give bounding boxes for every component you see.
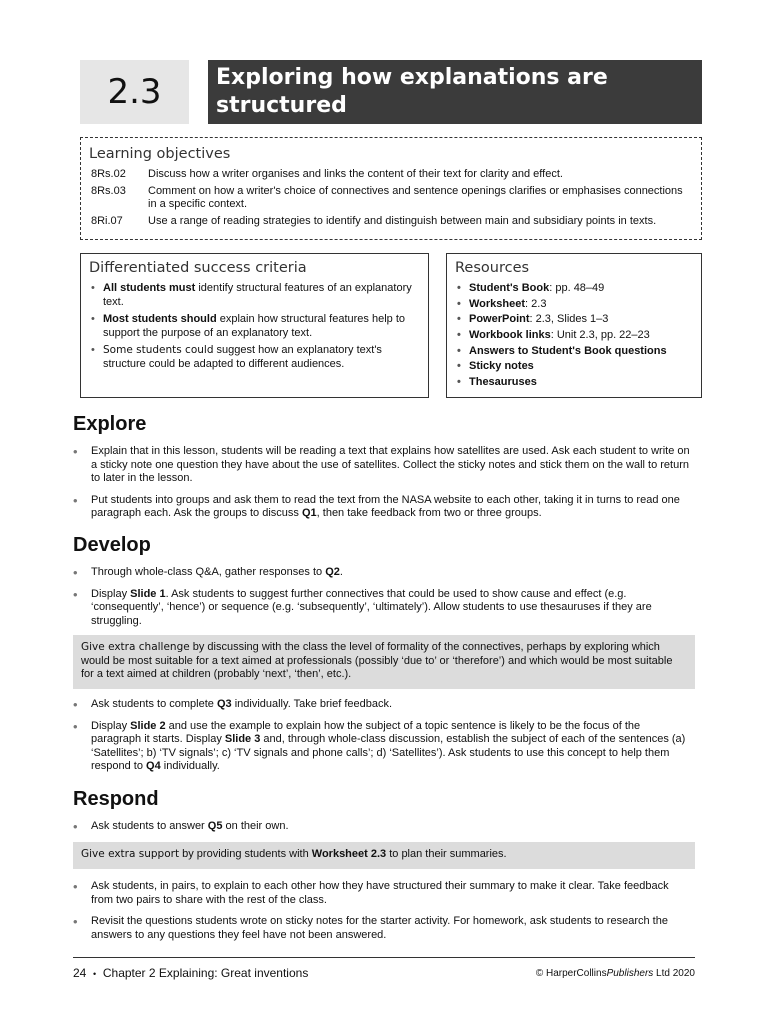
resource-item xyxy=(455,376,693,390)
list-item: • Through whole-class Q&A, gather responses to Q2. xyxy=(73,566,693,580)
resource-detail: : 2.3 xyxy=(525,297,547,310)
objective-text: Comment on how a writer's choice of connectives and sentence openings clarifies or emphasises connections in a specific context. xyxy=(148,184,683,210)
explore-list xyxy=(73,445,693,529)
slide-ref: Slide 2 xyxy=(130,719,166,732)
question-ref: Q5 xyxy=(207,820,223,832)
challenge-text: by discussing with the class the level of formality of the connectives, perhaps by exploring which would be most suitable for a text aimed at professionals (possibly ‘due to’ or ‘therefore’) and which would be most suitable for a text aimed at children (probably ‘next’, ‘then’, etc.). xyxy=(81,641,673,680)
resource-label: PowerPoint xyxy=(469,313,530,326)
respond-heading: Respond xyxy=(73,788,159,810)
objective-row xyxy=(89,185,691,212)
criteria-text: explain how structural features help to support the purpose of an explanatory text. xyxy=(103,313,405,339)
list-item: • Ask students, in pairs, to explain to each other how they have structured their summary to make it clear. Take feedback from two pairs to share with the rest of the class. xyxy=(73,880,693,907)
objective-row xyxy=(89,215,691,229)
extra-support-panel: Give extra support by providing students with Worksheet 2.3 to plan their summaries. xyxy=(73,842,695,869)
challenge-lead: Give extra challenge xyxy=(81,641,190,653)
explore-heading: Explore xyxy=(73,413,147,435)
list-item: • Put students into groups and ask them to read the text from the NASA website to each other, taking it in turns to read one paragraph each. Ask the groups to discuss Q1, then take feedback from two or three groups. xyxy=(73,494,693,521)
list-item xyxy=(89,313,420,340)
develop-list-2 xyxy=(73,698,693,782)
list-item: • Ask students to complete Q3 individually. Take brief feedback. xyxy=(73,698,693,712)
criteria-text: identify structural features of an explanatory text. xyxy=(103,282,412,308)
footer-copyright: © HarperCollinsPublishers Ltd 2020 xyxy=(535,968,695,979)
extra-challenge-panel xyxy=(73,635,695,689)
resource-item xyxy=(455,298,693,312)
slide-ref: Slide 1 xyxy=(130,587,166,600)
criteria-lead: Most students should xyxy=(103,313,217,325)
resource-item xyxy=(455,282,693,296)
resources-heading: Resources xyxy=(455,260,530,276)
list-item: • Explain that in this lesson, students will be reading a text that explains how satellites are used. Ask each student to write on a sticky note one question they have about the use of satellites. Collect the sticky notes and stick them on the wall to return to later in the lesson. xyxy=(73,445,693,486)
objective-code: 8Rs.02 xyxy=(91,168,126,180)
slide-ref: Slide 3 xyxy=(224,733,261,745)
resources-list xyxy=(455,282,693,390)
list-item xyxy=(89,344,420,371)
list-item: • Display Slide 2 and use the example to explain how the subject of a topic sentence is likely to be the focus of the paragraph it starts. Display Slide 3 and, through whole-class discussion, establish the subject of each of the sentences (a) ‘Satellites’; b) ‘TV signals’; c) ‘TV signals and phone calls’; d) ‘Satellites’). Ask students to use this concept to help them respond to Q4 individually. xyxy=(73,720,693,774)
learning-objectives-box xyxy=(80,137,702,240)
resource-detail: : 2.3, Slides 1–3 xyxy=(529,313,609,326)
footer-divider xyxy=(73,957,695,958)
criteria-lead: All students must xyxy=(103,282,196,294)
question-ref: Q4 xyxy=(146,760,161,772)
objective-row xyxy=(89,168,691,182)
lesson-number: 2.3 xyxy=(80,60,189,124)
question-ref: Q1 xyxy=(301,507,317,519)
learning-objectives-heading: Learning objectives xyxy=(89,146,231,162)
resource-label: Thesauruses xyxy=(469,376,537,389)
success-criteria-list xyxy=(89,282,420,371)
resource-detail: : pp. 48–49 xyxy=(549,282,605,294)
objective-code: 8Rs.03 xyxy=(91,184,126,197)
support-lead: Give extra support xyxy=(81,848,180,860)
criteria-text: suggest how an explanatory text's structure could be adapted to different audiences. xyxy=(103,344,382,370)
objective-text: Use a range of reading strategies to identify and distinguish between main and subsidiary points in texts. xyxy=(148,214,657,227)
footer-chapter: 24 • Chapter 2 Explaining: Great inventions xyxy=(73,966,309,980)
success-criteria-box xyxy=(80,253,429,398)
list-item: • Ask students to answer Q5 on their own. xyxy=(73,820,693,834)
resource-detail: : Unit 2.3, pp. 22–23 xyxy=(550,329,650,342)
resource-item xyxy=(455,313,693,327)
respond-list-2 xyxy=(73,880,693,950)
list-item: • Display Slide 1. Ask students to suggest further connectives that could be used to show cause and effect (e.g. ‘consequently’, ‘hence’) or sequence (e.g. ‘subsequently’, ‘ultimately’). Allow students to use thesauruses if they are struggling. xyxy=(73,588,693,629)
respond-list xyxy=(73,820,693,842)
resource-label: Answers to Student's Book questions xyxy=(469,344,667,357)
resource-item xyxy=(455,360,693,374)
resource-item xyxy=(455,329,693,343)
resources-box xyxy=(446,253,702,398)
page-number: 24 xyxy=(73,966,87,980)
list-item: • Revisit the questions students wrote on sticky notes for the starter activity. For homework, ask students to research the answers to any questions they feel have not been answered. xyxy=(73,915,693,942)
success-criteria-heading: Differentiated success criteria xyxy=(89,260,307,276)
resource-label: Student's Book xyxy=(469,282,550,294)
resource-label: Worksheet xyxy=(469,297,526,310)
criteria-lead: Some students could xyxy=(103,344,214,356)
question-ref: Q3 xyxy=(216,698,232,710)
resource-item xyxy=(455,345,693,359)
question-ref: Q2 xyxy=(325,566,340,578)
develop-heading: Develop xyxy=(73,534,151,556)
chapter-title: Chapter 2 Explaining: Great inventions xyxy=(102,966,309,980)
worksheet-ref: Worksheet 2.3 xyxy=(311,848,387,860)
lesson-title: Exploring how explanations are structured xyxy=(208,60,702,124)
resource-label: Sticky notes xyxy=(469,360,534,373)
objective-code: 8Ri.07 xyxy=(91,214,123,227)
develop-list xyxy=(73,566,693,636)
resource-label: Workbook links xyxy=(469,329,551,342)
objective-text: Discuss how a writer organises and links the content of their text for clarity and effect. xyxy=(148,168,563,180)
list-item xyxy=(89,282,420,309)
